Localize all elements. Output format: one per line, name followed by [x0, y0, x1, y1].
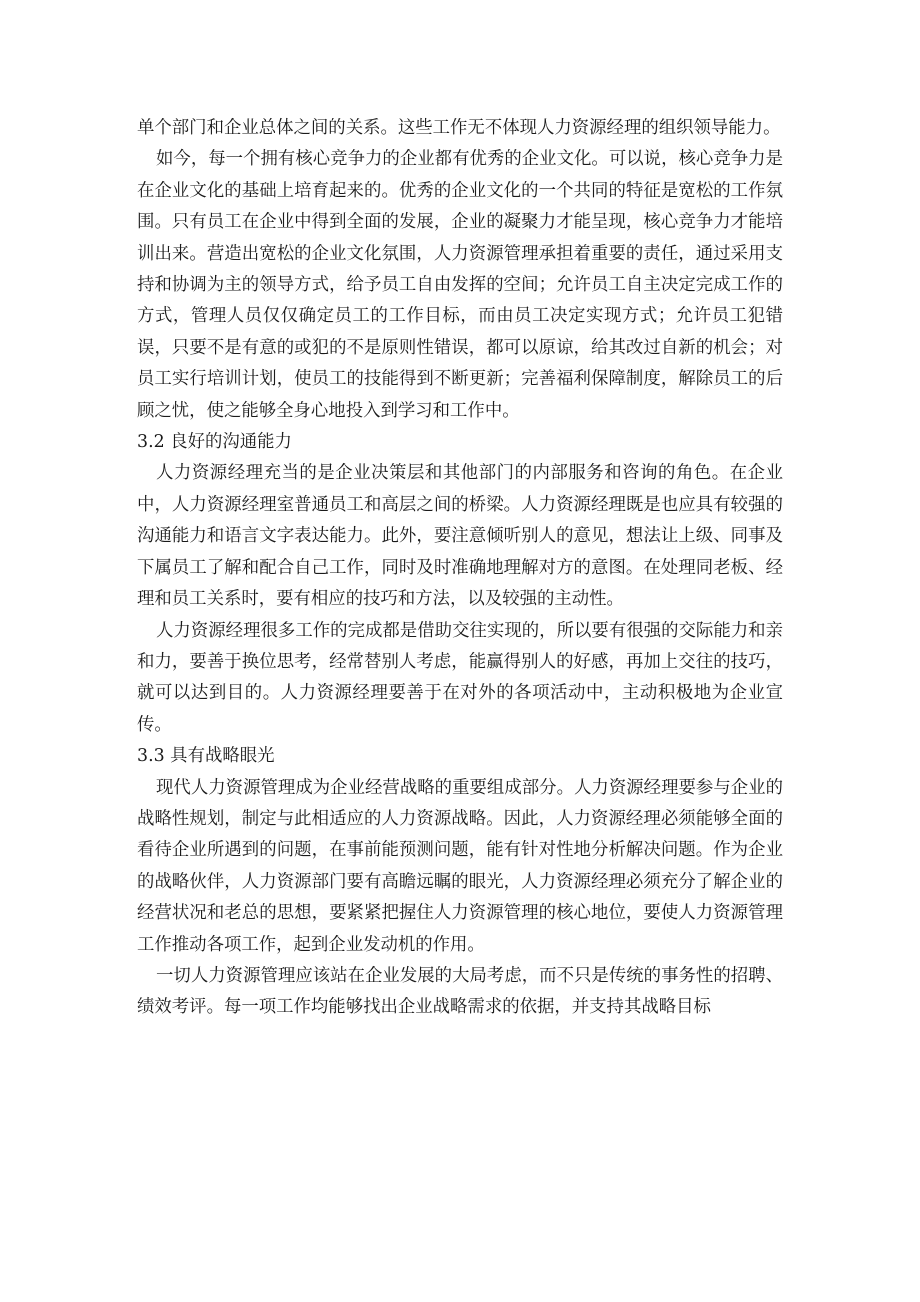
- paragraph-corporate-culture: 如今，每一个拥有核心竞争力的企业都有优秀的企业文化。可以说，核心竞争力是在企业文化的基础上培育起来的。优秀的企业文化的一个共同的特征是宽松的工作氛围。只有员工在企业中得到全面的发展，企业的凝聚力才能呈现，核心竞争力才能培训出来。营造出宽松的企业文化氛围，人力资源管理承担着重要的责任，通过采用支持和协调为主的领导方式，给予员工自由发挥的空间；允许员工自主决定完成工作的方式，管理人员仅仅确定员工的工作目标，而由员工决定实现方式；允许员工犯错误，只要不是有意的或犯的不是原则性错误，都可以原谅，给其改过自新的机会；对员工实行培训计划，使员工的技能得到不断更新；完善福利保障制度，解除员工的后顾之忧，使之能够全身心地投入到学习和工作中。: [137, 149, 783, 421]
- section-heading-3-3: 3.3 具有战略眼光: [137, 746, 275, 767]
- section-heading-3-2: 3.2 良好的沟通能力: [137, 432, 292, 453]
- paragraph-strategic-vision: 现代人力资源管理成为企业经营战略的重要组成部分。人力资源经理要参与企业的战略性规划，制定与此相适应的人力资源战略。因此，人力资源经理必须能够全面的看待企业所遇到的问题，在事前能预测问题，能有针对性地分析解决问题。作为企业的战略伙伴，人力资源部门要有高瞻远瞩的眼光，人力资源经理必须充分了解企业的经营状况和老总的思想，要紧紧把握住人力资源管理的核心地位，要使人力资源管理工作推动各项工作，起到企业发动机的作用。: [137, 777, 783, 955]
- paragraph-communication-role: 人力资源经理充当的是企业决策层和其他部门的内部服务和咨询的角色。在企业中，人力资源经理室普通员工和高层之间的桥梁。人力资源经理既是也应具有较强的沟通能力和语言文字表达能力。此外，要注意倾听别人的意见，想法让上级、同事及下属员工了解和配合自己工作，同时及时准确地理解对方的意图。在处理同老板、经理和员工关系时，要有相应的技巧和方法，以及较强的主动性。: [137, 463, 783, 610]
- document-body: [137, 113, 783, 1024]
- paragraph-hr-overall-view: 一切人力资源管理应该站在企业发展的大局考虑，而不只是传统的事务性的招聘、绩效考评。每一项工作均能够找出企业战略需求的依据，并支持其战略目标: [137, 965, 783, 1018]
- paragraph-interpersonal-skills: 人力资源经理很多工作的完成都是借助交往实现的，所以要有很强的交际能力和亲和力，要善于换位思考，经常替别人考虑，能赢得别人的好感，再加上交往的技巧，就可以达到目的。人力资源经理要善于在对外的各项活动中，主动积极地为企业宣传。: [137, 620, 783, 735]
- paragraph-leadership-conclusion: 单个部门和企业总体之间的关系。这些工作无不体现人力资源经理的组织领导能力。: [137, 118, 781, 138]
